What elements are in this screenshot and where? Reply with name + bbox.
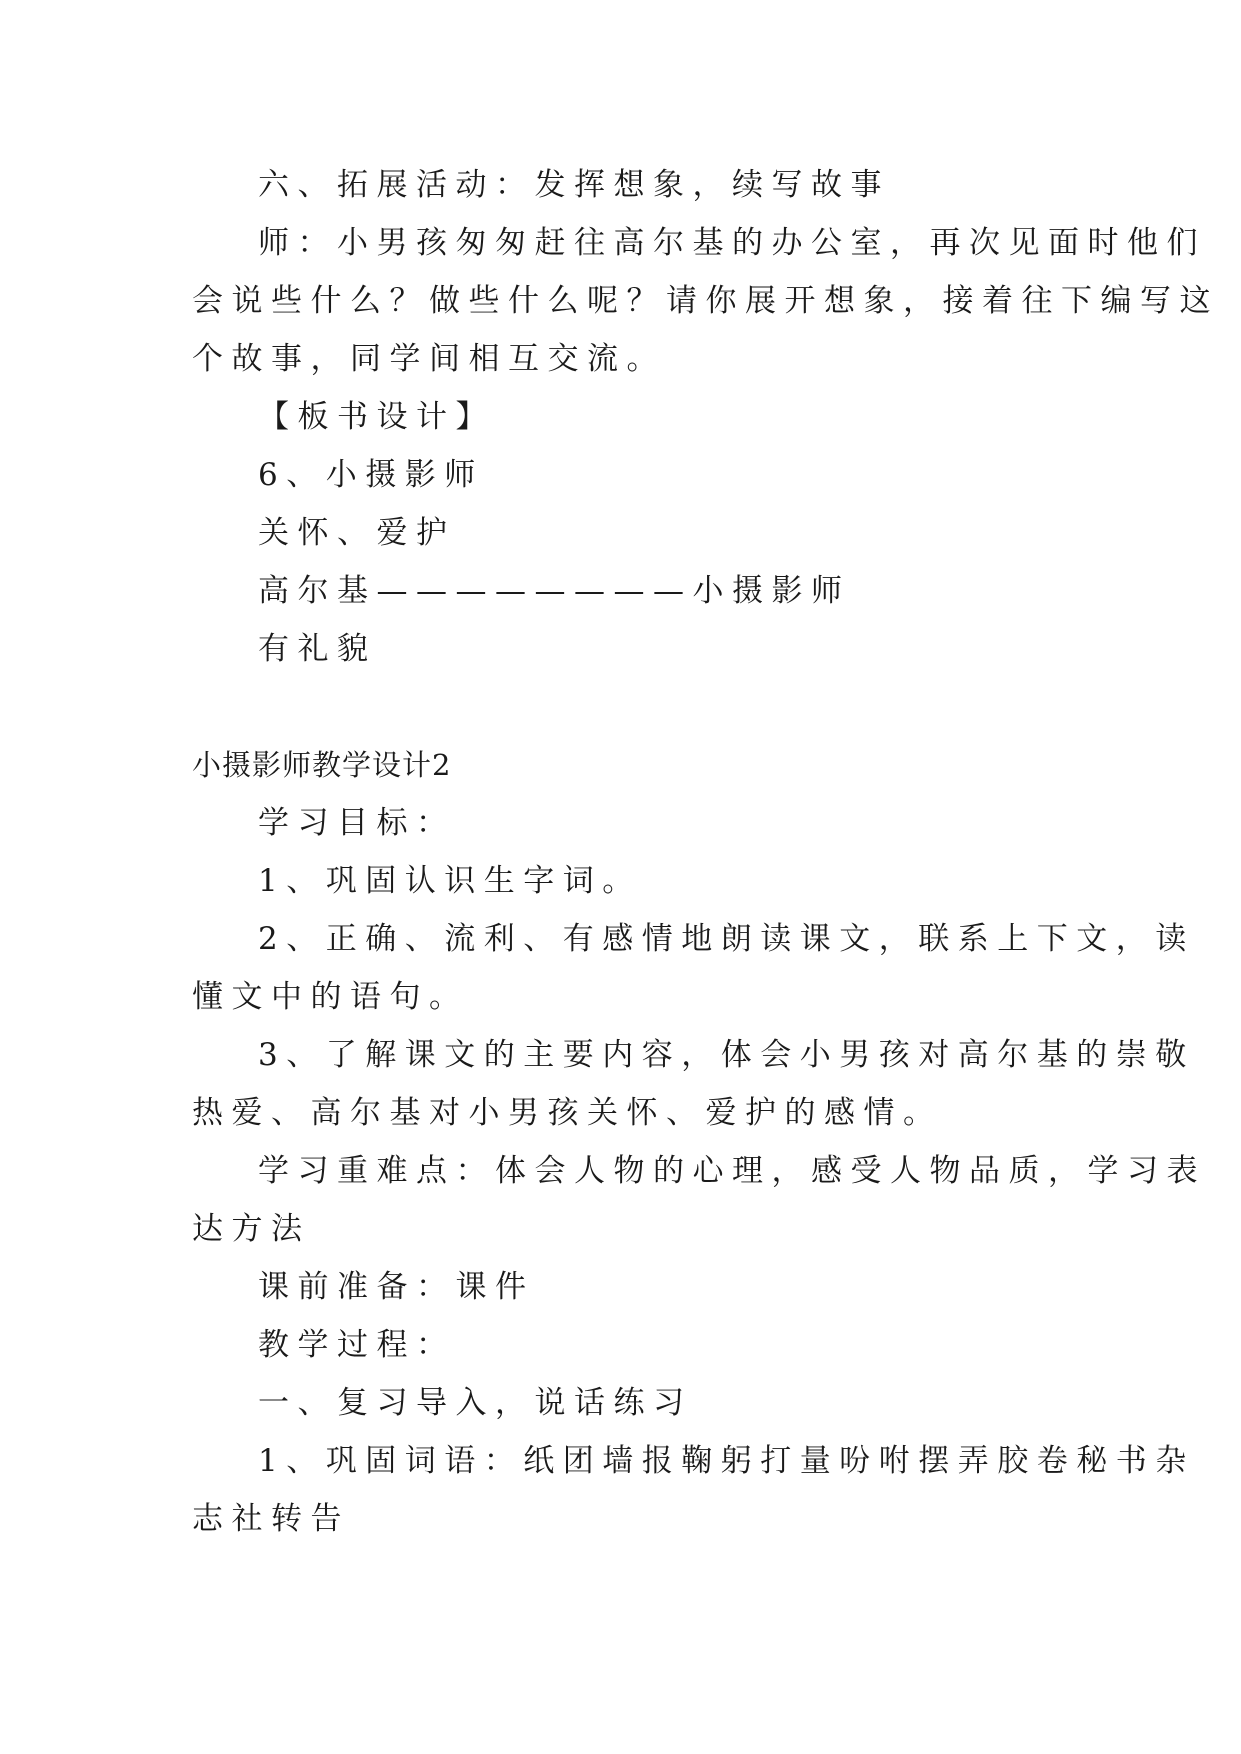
section-title: 小摄影师教学设计2: [192, 748, 452, 782]
paragraph-line: 会说些什么？做些什么呢？请你展开想象，接着往下编写这: [192, 283, 1219, 319]
paragraph-line: 志社转告: [192, 1501, 350, 1537]
paragraph-line: 一、复习导入，说话练习: [258, 1385, 693, 1421]
paragraph-line: 热爱、高尔基对小男孩关怀、爱护的感情。: [192, 1095, 943, 1131]
board-design-line: 高尔基————————小摄影师: [258, 573, 851, 609]
paragraph-line: 学习目标：: [258, 805, 456, 841]
paragraph-line: 教学过程：: [258, 1327, 456, 1363]
paragraph-line: 2、正确、流利、有感情地朗读课文，联系上下文，读: [258, 921, 1195, 957]
paragraph-line: 课前准备：课件: [258, 1269, 535, 1305]
paragraph-line: 懂文中的语句。: [192, 979, 469, 1015]
paragraph-line: 学习重难点：体会人物的心理，感受人物品质，学习表: [258, 1153, 1206, 1189]
board-design-line: 关怀、爱护: [258, 515, 456, 551]
paragraph-line: 个故事，同学间相互交流。: [192, 341, 666, 377]
paragraph-line: 3、了解课文的主要内容，体会小男孩对高尔基的崇敬: [258, 1037, 1195, 1073]
paragraph-line: 1、巩固词语：纸团墙报鞠躬打量吩咐摆弄胶卷秘书杂: [258, 1443, 1195, 1479]
board-design-heading: 【板书设计】: [258, 399, 495, 435]
board-design-line: 6、小摄影师: [258, 457, 484, 493]
paragraph-line: 1、巩固认识生字词。: [258, 863, 642, 899]
paragraph-line: 达方法: [192, 1211, 311, 1247]
board-design-line: 有礼貌: [258, 631, 377, 667]
paragraph-heading-extension-activity: 六、拓展活动：发挥想象，续写故事: [258, 167, 890, 203]
paragraph-line: 师：小男孩匆匆赶往高尔基的办公室，再次见面时他们: [258, 225, 1206, 261]
